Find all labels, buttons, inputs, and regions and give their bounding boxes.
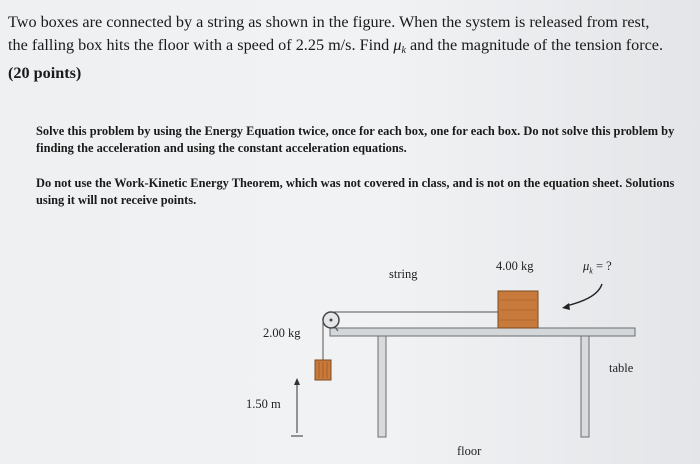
mass-table-label: 4.00 kg <box>496 259 534 273</box>
pulley-axle <box>330 319 333 322</box>
string-label: string <box>389 267 418 281</box>
table-leg-right <box>581 336 589 437</box>
friction-coefficient-label <box>583 259 612 276</box>
mu-pointer-head <box>562 303 570 310</box>
instruction-energy-equation: Solve this problem by using the Energy Equation twice, once for each box, one for each box. Do not solve this problem by finding the acceleration and using the constant acceleration equations. <box>36 124 675 155</box>
problem-text-part2: and the magnitude of the tension force. <box>405 36 664 54</box>
mass-hanging-label: 2.00 kg <box>263 326 301 340</box>
points-label: (20 points) <box>8 64 82 82</box>
mu-label-symbol: μ <box>583 259 590 273</box>
table-label: table <box>609 361 634 375</box>
problem-text-part1: Two boxes are connected by a string as shown in the figure. When the system is released from rest, the falling box hits the floor with a speed of 2.25 m/s. Find <box>8 13 650 54</box>
mu-symbol: μ <box>393 36 402 54</box>
mu-pointer-curve <box>566 284 602 306</box>
mu-label-value: = ? <box>592 259 612 273</box>
height-label: 1.50 m <box>246 397 281 411</box>
mu-label-subscript: k <box>589 266 593 276</box>
table-leg-left <box>378 336 386 437</box>
height-arrow-head-up <box>294 378 300 385</box>
instruction-no-work-kinetic: Do not use the Work-Kinetic Energy Theorem, which was not covered in class, and is not on the equation sheet. Solutions using it will not receive points. <box>36 176 675 207</box>
floor-label: floor <box>457 444 482 458</box>
mu-subscript: k <box>401 45 406 56</box>
tabletop <box>330 328 635 336</box>
